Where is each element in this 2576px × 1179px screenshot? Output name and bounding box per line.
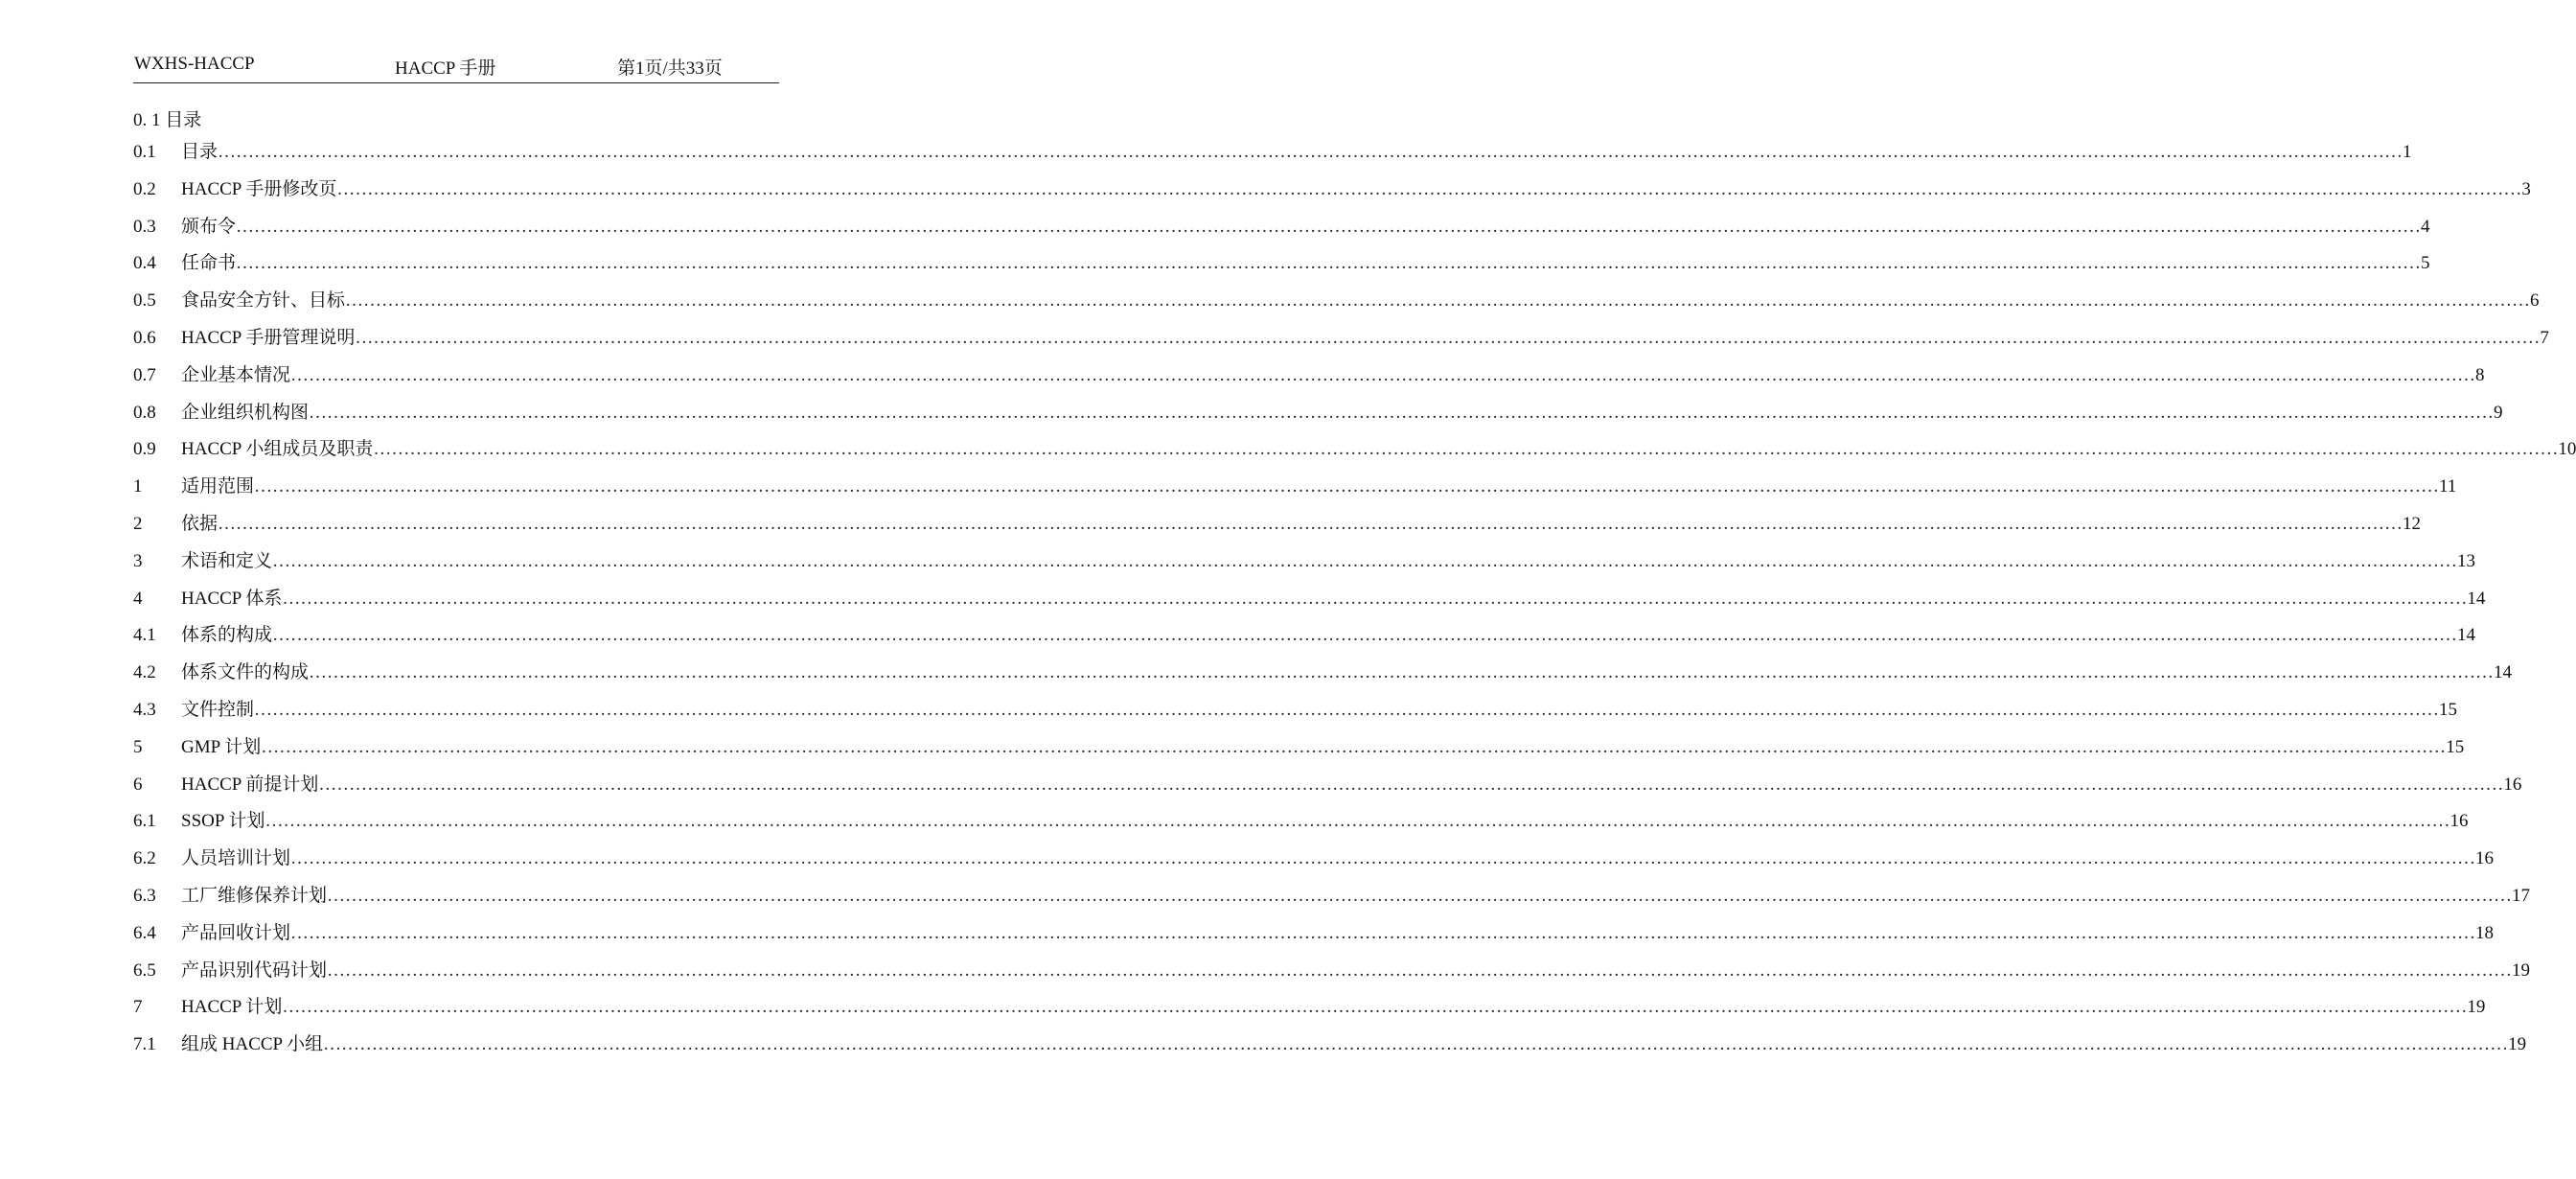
toc-entry-number: 0.1 bbox=[133, 142, 156, 162]
toc-entry-page: 14 bbox=[2457, 625, 2476, 646]
toc-dot-leader: ……………………………………………………………………………………………………………………………………………………………………………………………………………………………………………………………………………………………………………………………… bbox=[318, 774, 2504, 795]
toc-dot-leader: ……………………………………………………………………………………………………………………………………………………………………………………………………………………………………………………………………………………………………………………………… bbox=[218, 142, 2404, 162]
toc-dot-leader: ……………………………………………………………………………………………………………………………………………………………………………………………………………………………………………………………………………………………………………………………… bbox=[282, 588, 2468, 609]
toc-entry[interactable] bbox=[133, 506, 2422, 543]
toc-entry-title: 产品回收计划 bbox=[181, 922, 291, 943]
toc-entry[interactable] bbox=[133, 283, 2540, 320]
toc-dot-leader: ……………………………………………………………………………………………………………………………………………………………………………………………………………………………………………………………………………………………………………………………… bbox=[336, 178, 2522, 199]
toc-dot-leader: ……………………………………………………………………………………………………………………………………………………………………………………………………………………………………………………………………………………………………………………………… bbox=[290, 922, 2476, 943]
toc-entry[interactable] bbox=[133, 245, 2430, 283]
toc-dot-leader: ……………………………………………………………………………………………………………………………………………………………………………………………………………………………………………………………………………………………………………………………… bbox=[309, 662, 2495, 683]
toc-entry-title: 食品安全方针、目标 bbox=[181, 290, 346, 312]
toc-entry[interactable] bbox=[133, 469, 2457, 506]
toc-entry-number: 0.5 bbox=[133, 290, 156, 312]
toc-entry[interactable] bbox=[133, 209, 2430, 246]
toc-entry-number: 0.6 bbox=[133, 327, 156, 348]
toc-entry[interactable] bbox=[133, 395, 2503, 432]
toc-entry-page: 17 bbox=[2512, 885, 2531, 906]
toc-entry[interactable] bbox=[133, 841, 2495, 878]
toc-entry-title: SSOP 计划 bbox=[181, 811, 265, 832]
toc-entry-number: 0.7 bbox=[133, 364, 156, 385]
toc-entry-title: HACCP 手册修改页 bbox=[181, 178, 337, 199]
toc-entry-number: 6 bbox=[133, 774, 143, 795]
toc-entry-page: 1 bbox=[2403, 142, 2412, 162]
toc-dot-leader: ……………………………………………………………………………………………………………………………………………………………………………………………………………………………………………………………………………………………………………………………… bbox=[272, 550, 2458, 571]
toc-entry-number: 6.1 bbox=[133, 811, 156, 832]
toc-entry-number: 2 bbox=[133, 513, 143, 534]
toc-dot-leader: ……………………………………………………………………………………………………………………………………………………………………………………………………………………………………………………………………………………………………………………………… bbox=[264, 811, 2450, 832]
toc-entry-page: 18 bbox=[2475, 922, 2495, 943]
toc-entry[interactable] bbox=[133, 358, 2485, 395]
toc-entry-page: 19 bbox=[2508, 1034, 2527, 1055]
toc-entry-number: 7 bbox=[133, 997, 143, 1018]
toc-entry[interactable] bbox=[133, 617, 2476, 655]
toc-entry-title: 人员培训计划 bbox=[181, 848, 291, 869]
toc-dot-leader: ……………………………………………………………………………………………………………………………………………………………………………………………………………………………………………………………………………………………………………………………… bbox=[355, 327, 2541, 348]
toc-entry-title: HACCP 前提计划 bbox=[181, 774, 319, 795]
toc-entry-page: 6 bbox=[2530, 290, 2540, 312]
toc-entry-page: 16 bbox=[2503, 774, 2522, 795]
toc-entry-page: 16 bbox=[2475, 848, 2495, 869]
toc-entry-page: 4 bbox=[2421, 216, 2430, 237]
toc-entry[interactable] bbox=[133, 581, 2486, 618]
toc-entry-number: 1 bbox=[133, 476, 143, 497]
toc-entry-page: 5 bbox=[2421, 253, 2430, 274]
toc-entry[interactable] bbox=[133, 320, 2549, 358]
toc-entry-page: 14 bbox=[2494, 662, 2513, 683]
toc-entry[interactable] bbox=[133, 431, 2576, 469]
toc-dot-leader: ……………………………………………………………………………………………………………………………………………………………………………………………………………………………………………………………………………………………………………………………… bbox=[254, 699, 2440, 720]
toc-entry-title: 体系的构成 bbox=[181, 625, 273, 646]
toc-entry-page: 15 bbox=[2439, 699, 2458, 720]
toc-entry-title: 文件控制 bbox=[181, 699, 255, 720]
toc-entry-title: 目录 bbox=[181, 142, 218, 162]
toc-entry-page: 8 bbox=[2475, 364, 2485, 385]
toc-entry[interactable] bbox=[133, 953, 2531, 990]
toc-entry-number: 0.2 bbox=[133, 178, 156, 199]
toc-dot-leader: ……………………………………………………………………………………………………………………………………………………………………………………………………………………………………………………………………………………………………………………………… bbox=[236, 216, 2422, 237]
toc-entry-page: 12 bbox=[2403, 513, 2422, 534]
toc-entry-title: 企业基本情况 bbox=[181, 364, 291, 385]
toc-entry-title: HACCP 体系 bbox=[181, 588, 283, 609]
toc-entry-title: 企业组织机构图 bbox=[181, 402, 310, 423]
toc-heading: 0. 1 目录 bbox=[133, 110, 202, 130]
toc-entry-page: 10 bbox=[2558, 439, 2576, 460]
toc-entry-title: HACCP 小组成员及职责 bbox=[181, 439, 374, 460]
toc-entry-number: 0.3 bbox=[133, 216, 156, 237]
toc-dot-leader: ……………………………………………………………………………………………………………………………………………………………………………………………………………………………………………………………………………………………………………………………… bbox=[327, 959, 2513, 981]
toc-entry[interactable] bbox=[133, 729, 2465, 767]
toc-entry-page: 16 bbox=[2450, 811, 2469, 832]
toc-dot-leader: ……………………………………………………………………………………………………………………………………………………………………………………………………………………………………………………………………………………………………………………………… bbox=[323, 1034, 2509, 1055]
toc-entry[interactable] bbox=[133, 655, 2513, 692]
toc-entry-title: HACCP 手册管理说明 bbox=[181, 327, 356, 348]
toc-entry-number: 0.4 bbox=[133, 253, 156, 274]
page-header bbox=[133, 50, 779, 83]
toc-dot-leader: ……………………………………………………………………………………………………………………………………………………………………………………………………………………………………………………………………………………………………………………………… bbox=[290, 364, 2476, 385]
toc-entry-number: 0.8 bbox=[133, 402, 156, 423]
toc-entry-number: 6.5 bbox=[133, 959, 156, 981]
toc-entry-title: 体系文件的构成 bbox=[181, 662, 310, 683]
toc-entry-page: 19 bbox=[2512, 959, 2531, 981]
toc-entry-page: 14 bbox=[2467, 588, 2486, 609]
toc-entry-title: GMP 计划 bbox=[181, 736, 262, 757]
document-code: WXHS-HACCP bbox=[134, 54, 255, 74]
toc-entry-number: 3 bbox=[133, 550, 143, 571]
toc-entry-title: 组成 HACCP 小组 bbox=[181, 1034, 324, 1055]
toc-entry-title: 适用范围 bbox=[181, 476, 255, 497]
toc-entry-title: 术语和定义 bbox=[181, 550, 273, 571]
toc-entry[interactable] bbox=[133, 989, 2486, 1027]
toc-entry-title: 产品识别代码计划 bbox=[181, 959, 328, 981]
toc-entry[interactable] bbox=[133, 543, 2476, 581]
toc-entry-title: HACCP 计划 bbox=[181, 997, 283, 1018]
toc-entry-page: 3 bbox=[2521, 178, 2531, 199]
toc-entry-number: 5 bbox=[133, 736, 143, 757]
toc-entry-title: 颁布令 bbox=[181, 216, 237, 237]
toc-entry[interactable] bbox=[133, 172, 2531, 209]
toc-entry-number: 6.2 bbox=[133, 848, 156, 869]
toc-dot-leader: ……………………………………………………………………………………………………………………………………………………………………………………………………………………………………………………………………………………………………………………………… bbox=[282, 997, 2468, 1018]
toc-entry-number: 4 bbox=[133, 588, 143, 609]
toc-entry-number: 0.9 bbox=[133, 439, 156, 460]
toc-dot-leader: ……………………………………………………………………………………………………………………………………………………………………………………………………………………………………………………………………………………………………………………………… bbox=[373, 439, 2559, 460]
toc-entry-page: 15 bbox=[2446, 736, 2465, 757]
toc-entry-number: 6.4 bbox=[133, 922, 156, 943]
toc-dot-leader: ……………………………………………………………………………………………………………………………………………………………………………………………………………………………………………………………………………………………………………………………… bbox=[327, 885, 2513, 906]
toc-entry-number: 7.1 bbox=[133, 1034, 156, 1055]
toc-entry-page: 19 bbox=[2467, 997, 2486, 1018]
toc-entry-title: 依据 bbox=[181, 513, 218, 534]
toc-dot-leader: ……………………………………………………………………………………………………………………………………………………………………………………………………………………………………………………………………………………………………………………………… bbox=[261, 736, 2447, 757]
table-of-contents bbox=[133, 134, 2576, 1064]
toc-entry[interactable] bbox=[133, 878, 2531, 915]
toc-entry-title: 工厂维修保养计划 bbox=[181, 885, 328, 906]
toc-dot-leader: ……………………………………………………………………………………………………………………………………………………………………………………………………………………………………………………………………………………………………………………………… bbox=[345, 290, 2531, 312]
toc-entry-page: 7 bbox=[2540, 327, 2549, 348]
toc-entry-number: 4.3 bbox=[133, 699, 156, 720]
toc-dot-leader: ……………………………………………………………………………………………………………………………………………………………………………………………………………………………………………………………………………………………………………………………… bbox=[272, 625, 2458, 646]
toc-entry[interactable] bbox=[133, 803, 2469, 841]
toc-entry[interactable] bbox=[133, 1027, 2527, 1064]
toc-dot-leader: ……………………………………………………………………………………………………………………………………………………………………………………………………………………………………………………………………………………………………………………………… bbox=[218, 513, 2404, 534]
document-title: HACCP 手册 bbox=[395, 58, 496, 79]
toc-dot-leader: ……………………………………………………………………………………………………………………………………………………………………………………………………………………………………………………………………………………………………………………………… bbox=[290, 848, 2476, 869]
toc-entry[interactable] bbox=[133, 134, 2412, 172]
toc-entry-page: 13 bbox=[2457, 550, 2476, 571]
toc-entry-page: 11 bbox=[2439, 476, 2457, 497]
toc-entry-number: 4.1 bbox=[133, 625, 156, 646]
page-indicator: 第1页/共33页 bbox=[617, 58, 723, 79]
toc-dot-leader: ……………………………………………………………………………………………………………………………………………………………………………………………………………………………………………………………………………………………………………………………… bbox=[254, 476, 2440, 497]
toc-entry[interactable] bbox=[133, 767, 2522, 804]
toc-dot-leader: ……………………………………………………………………………………………………………………………………………………………………………………………………………………………………………………………………………………………………………………………… bbox=[309, 402, 2495, 423]
toc-entry[interactable] bbox=[133, 692, 2458, 729]
toc-entry[interactable] bbox=[133, 915, 2495, 953]
toc-entry-number: 4.2 bbox=[133, 662, 156, 683]
toc-entry-number: 6.3 bbox=[133, 885, 156, 906]
toc-dot-leader: ……………………………………………………………………………………………………………………………………………………………………………………………………………………………………………………………………………………………………………………………… bbox=[236, 253, 2422, 274]
toc-entry-page: 9 bbox=[2494, 402, 2503, 423]
toc-entry-title: 任命书 bbox=[181, 253, 237, 274]
